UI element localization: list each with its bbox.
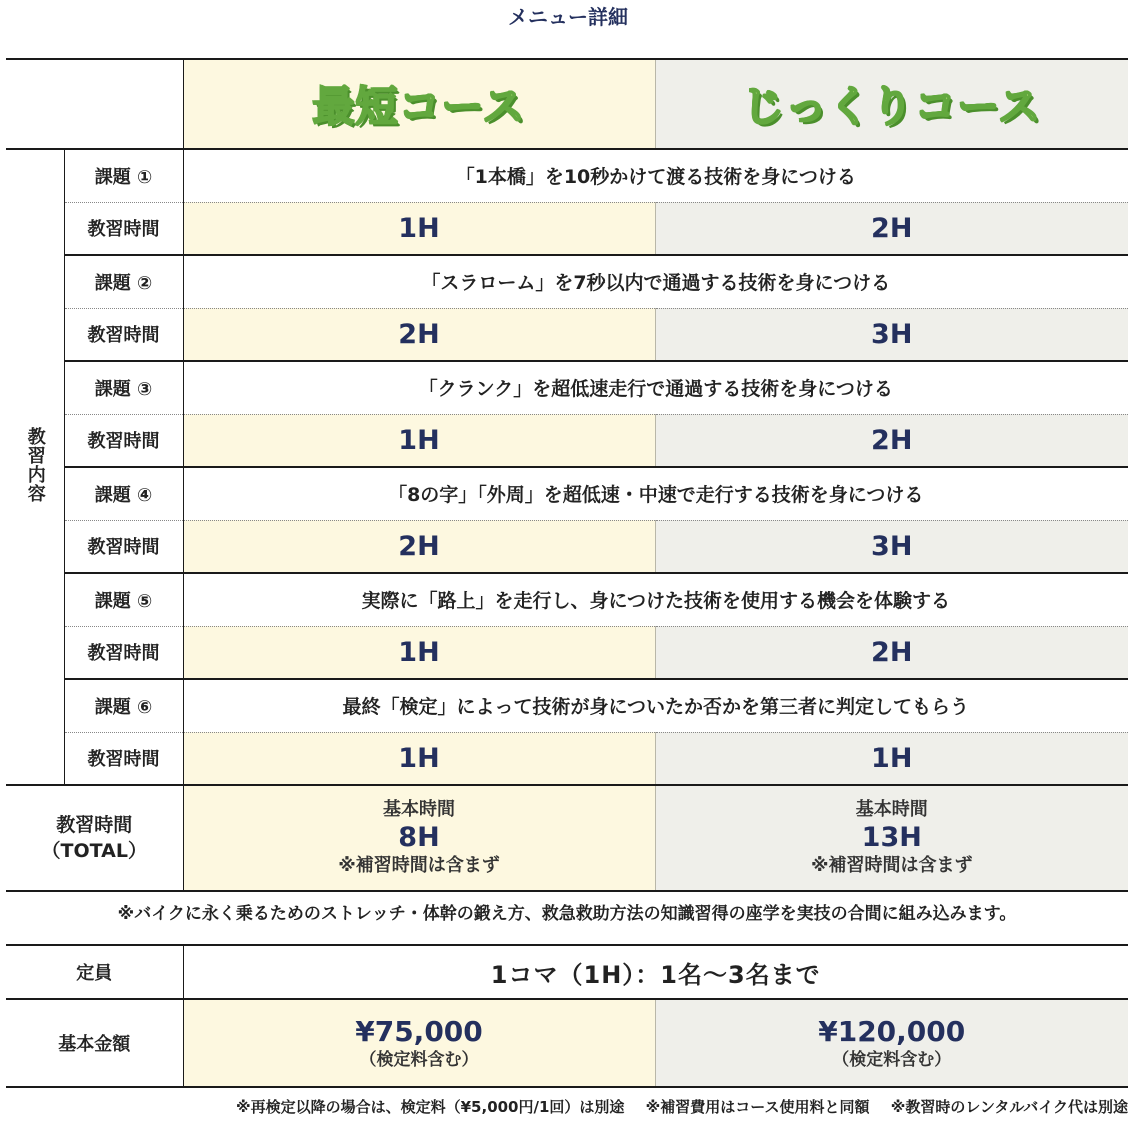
short-price: ¥75,000 [355,1015,483,1048]
hours-label: 教習時間 [64,732,183,785]
short-total-note: ※補習時間は含まず [338,855,500,876]
task-row [6,573,1128,626]
capacity-value: 1コマ（1H）：1名～3名まで [183,945,1128,999]
total-label-cell [6,785,183,891]
slow-course-header [655,59,1128,149]
footer-note-supplement: ※補習費用はコース使用料と同額 [645,1098,870,1116]
slow-total-cell [655,785,1128,891]
hours-row [6,626,1128,679]
task-row [6,361,1128,414]
hours-label: 教習時間 [64,626,183,679]
slow-hours: 3H [655,520,1128,573]
short-basic-label: 基本時間 [383,799,455,820]
footer-note-rental: ※教習時のレンタルバイク代は別途 [890,1098,1128,1116]
task-label: 課題 ① [64,149,183,202]
task-text: 最終「検定」によって技術が身についたか否かを第三者に判定してもらう [183,679,1128,732]
section-label: 教習内容 [24,427,46,503]
short-hours: 1H [183,414,655,467]
hours-label: 教習時間 [64,414,183,467]
slow-hours: 1H [655,732,1128,785]
task-label: 課題 ④ [64,467,183,520]
slow-total-note: ※補習時間は含まず [811,855,973,876]
short-course-title: 最短コース [312,82,526,131]
task-label: 課題 ⑥ [64,679,183,732]
total-label-line2: （TOTAL） [41,840,147,862]
short-hours: 2H [183,520,655,573]
slow-total-hours: 13H [861,822,922,853]
short-hours: 2H [183,308,655,361]
page-title: メニュー詳細 [508,5,628,29]
short-hours: 1H [183,732,655,785]
task-row [6,679,1128,732]
slow-price-cell [655,999,1128,1087]
task-text: 「クランク」を超低速走行で通過する技術を身につける [183,361,1128,414]
hours-label: 教習時間 [64,308,183,361]
hours-row [6,202,1128,255]
note-row [6,891,1128,931]
task-row [6,467,1128,520]
slow-hours: 2H [655,202,1128,255]
short-hours: 1H [183,626,655,679]
task-row [6,149,1128,202]
hours-row [6,520,1128,573]
task-row [6,255,1128,308]
footer-notes [220,1093,1128,1121]
section-label-cell [6,149,64,785]
task-text: 「スラローム」を7秒以内で通過する技術を身につける [183,255,1128,308]
footer-note-retest: ※再検定以降の場合は、検定料（¥5,000円/1回）は別途 [236,1098,625,1116]
total-row [6,785,1128,891]
short-price-cell [183,999,655,1087]
price-row [6,999,1128,1087]
slow-hours: 2H [655,414,1128,467]
header-corner-cell [6,59,183,149]
task-text: 「8の字」「外周」を超低速・中速で走行する技術を身につける [183,467,1128,520]
task-label: 課題 ② [64,255,183,308]
hours-row [6,414,1128,467]
slow-price-sub: （検定料含む） [832,1050,952,1070]
spacer-row [6,931,1128,945]
short-price-sub: （検定料含む） [359,1050,479,1070]
price-label: 基本金額 [6,999,183,1087]
task-text: 実際に「路上」を走行し、身につけた技術を使用する機会を体験する [183,573,1128,626]
slow-price: ¥120,000 [818,1015,966,1048]
spacer-cell [6,931,1128,945]
task-label: 課題 ③ [64,361,183,414]
hours-label: 教習時間 [64,202,183,255]
task-label: 課題 ⑤ [64,573,183,626]
hours-row [6,732,1128,785]
hours-row [6,308,1128,361]
capacity-row [6,945,1128,999]
task-text: 「1本橋」を10秒かけて渡る技術を身につける [183,149,1128,202]
slow-hours: 3H [655,308,1128,361]
menu-detail-table [6,58,1128,1088]
short-total-cell [183,785,655,891]
short-course-header [183,59,655,149]
hours-label: 教習時間 [64,520,183,573]
slow-course-title: じっくりコース [742,82,1042,131]
course-header-row [6,59,1128,149]
slow-hours: 2H [655,626,1128,679]
short-hours: 1H [183,202,655,255]
capacity-label: 定員 [6,945,183,999]
slow-basic-label: 基本時間 [855,799,928,820]
total-label-line1: 教習時間 [56,814,133,836]
curriculum-note: ※バイクに永く乗るためのストレッチ・体幹の鍛え方、救急救助方法の知識習得の座学を実技の合間に組み込みます。 [117,904,1017,924]
short-total-hours: 8H [398,822,440,853]
